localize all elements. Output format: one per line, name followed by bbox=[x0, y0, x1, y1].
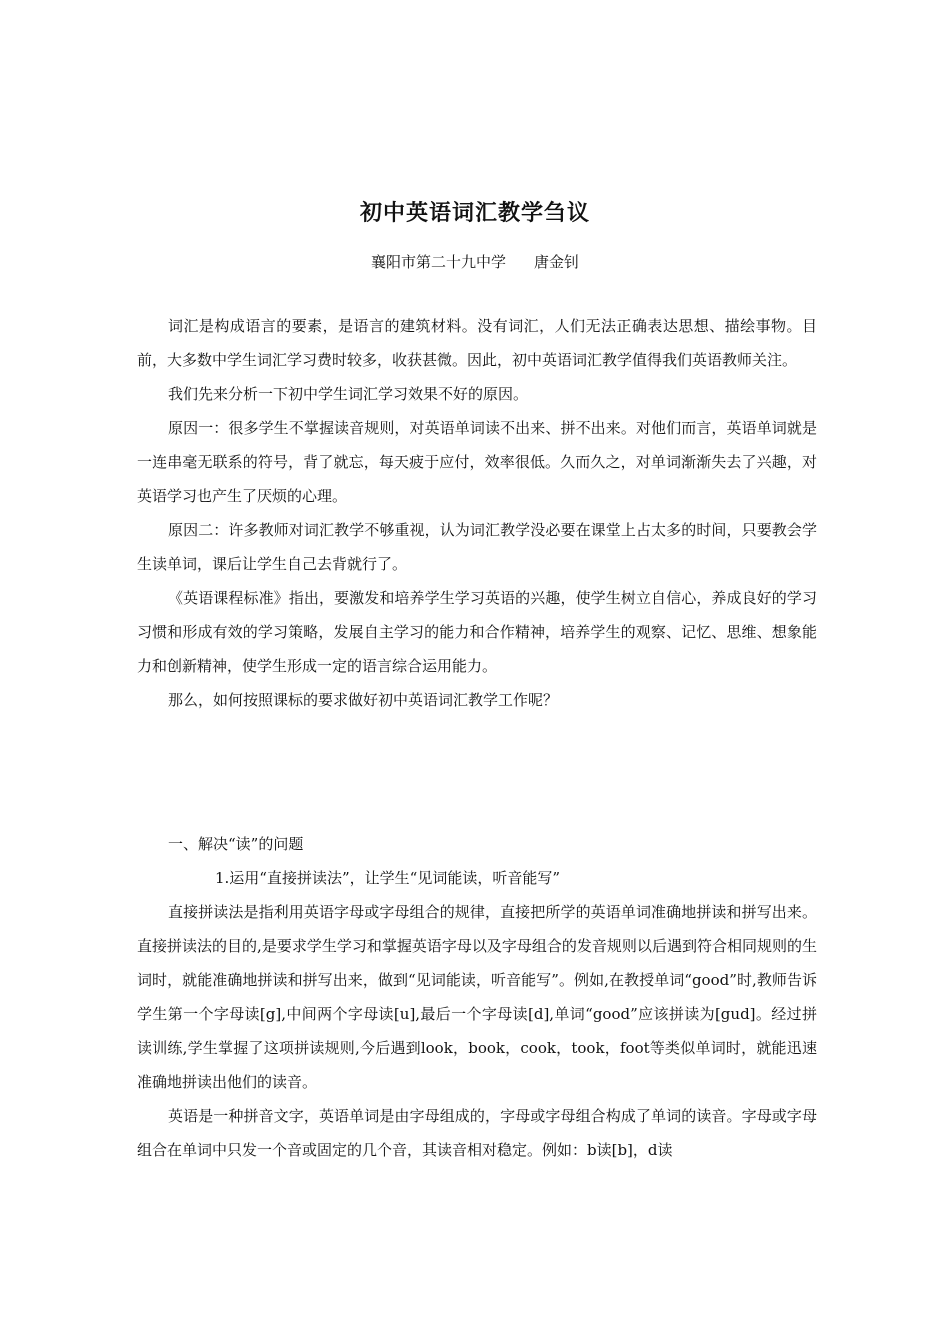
document-title: 初中英语词汇教学刍议 bbox=[359, 201, 590, 226]
paragraph: 词汇是构成语言的要素，是语言的建筑材料。没有词汇，人们无法正确表达思想、描绘事物。目前，大多数中学生词汇学习费时较多，收获甚微。因此，初中英语词汇教学值得我们英语教师关注。 bbox=[137, 317, 817, 369]
author-name: 唐金钊 bbox=[534, 253, 580, 271]
author-byline bbox=[0, 251, 950, 272]
paragraph: 那么，如何按照课标的要求做好初中英语词汇教学工作呢？ bbox=[168, 691, 559, 709]
paragraph: 《英语课程标准》指出，要激发和培养学生学习英语的兴趣，使学生树立自信心，养成良好的学习习惯和形成有效的学习策略，发展自主学习的能力和合作精神，培养学生的观察、记忆、思维、想象能力和创新精神，使学生形成一定的语言综合运用能力。 bbox=[137, 589, 817, 675]
section-heading: 一、解决“读”的问题 bbox=[168, 835, 304, 853]
paragraph: 原因二：许多教师对词汇教学不够重视，认为词汇教学没必要在课堂上占太多的时间，只要教会学生读单词，课后让学生自己去背就行了。 bbox=[137, 521, 817, 573]
section-1 bbox=[137, 827, 817, 1167]
paragraph: 直接拼读法是指利用英语字母或字母组合的规律，直接把所学的英语单词准确地拼读和拼写出来。直接拼读法的目的,是要求学生学习和掌握英语字母以及字母组合的发音规则以后遇到符合相同规则的生词时，就能准确地拼读和拼写出来，做到“见词能读，听音能写”。例如,在教授单词“good”时,教师告诉学生第一个字母读[g],中间两个字母读[u],最后一个字母读[d],单词“good”应该拼读为[gud]。经过拼读训练,学生掌握了这项拼读规则,今后遇到look，book，cook，took，foot等类似单词时，就能迅速准确地拼读出他们的读音。 bbox=[137, 903, 817, 1091]
paragraph: 英语是一种拼音文字，英语单词是由字母组成的，字母或字母组合构成了单词的读音。字母或字母组合在单词中只发一个音或固定的几个音，其读音相对稳定。例如：b读[b]，d读 bbox=[137, 1107, 817, 1159]
section-subheading: 1.运用“直接拼读法”，让学生“见词能读，听音能写” bbox=[215, 869, 560, 887]
intro-section bbox=[137, 309, 817, 717]
paragraph: 我们先来分析一下初中学生词汇学习效果不好的原因。 bbox=[168, 385, 529, 403]
paragraph: 原因一：很多学生不掌握读音规则，对英语单词读不出来、拼不出来。对他们而言，英语单词就是一连串毫无联系的符号，背了就忘，每天疲于应付，效率很低。久而久之，对单词渐渐失去了兴趣，对英语学习也产生了厌烦的心理。 bbox=[137, 419, 817, 505]
author-school: 襄阳市第二十九中学 bbox=[370, 253, 506, 271]
